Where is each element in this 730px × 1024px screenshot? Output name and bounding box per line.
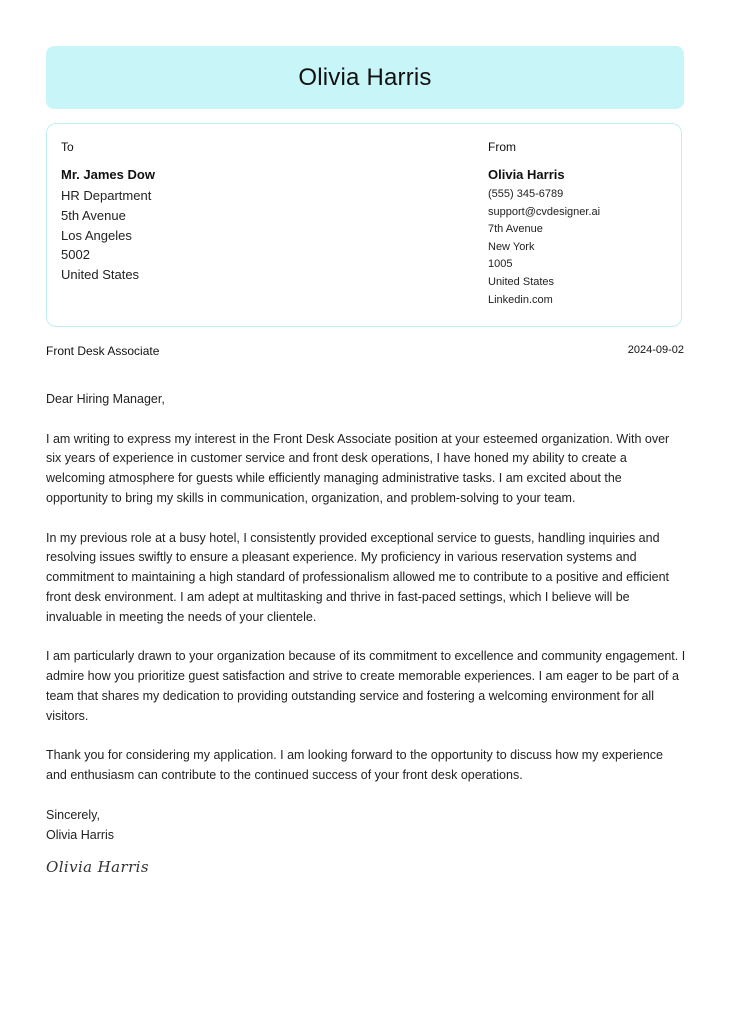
handwritten-signature: Olivia Harris (46, 858, 149, 876)
letter-paragraph: I am particularly drawn to your organization because of its commitment to excellence and community engagement. I admire how you prioritize guest satisfaction and strive to create memorable experiences. I am eager to be part of a team that shares my dedication to providing outstanding service and fostering a welcoming environment for all visitors. (46, 649, 686, 723)
sender-country: United States (488, 275, 555, 288)
recipient-address (61, 186, 151, 285)
letter-paragraph: I am writing to express my interest in the Front Desk Associate position at your esteemed organization. With over six years of experience in customer service and front desk operations, I have honed my ability to create a welcoming atmosphere for guests while efficiently managing administrative tasks. I am excited about the opportunity to bring my skills in communication, organization, and problem-solving to your team. (46, 431, 670, 505)
address-card (46, 123, 682, 327)
greeting: Dear Hiring Manager, (46, 392, 165, 406)
recipient-label: To (61, 140, 74, 154)
letter-meta (46, 344, 684, 360)
letter-paragraph: In my previous role at a busy hotel, I consistently provided exceptional service to guests, handling inquiries and resolving issues swiftly to ensure a pleasant experience. My proficiency in various reservation systems and commitment to maintaining a high standard of professionalism allowed me to contribute to a positive and efficient front desk environment. I am adept at multitasking and thrive in fast-paced settings, which I believe will be invaluable in meeting the needs of your clientele. (46, 530, 670, 624)
closing-name: Olivia Harris (46, 827, 115, 842)
recipient-city: Los Angeles (61, 227, 132, 243)
letter-header (46, 46, 684, 109)
sender-name: Olivia Harris (488, 167, 565, 182)
closing-block (46, 806, 686, 846)
sender-street: 7th Avenue (488, 223, 543, 236)
recipient-name: Mr. James Dow (61, 167, 155, 182)
letter-body (46, 390, 686, 845)
recipient-country: United States (61, 267, 140, 283)
sender-linkedin: Linkedin.com (488, 293, 553, 306)
applicant-name-title: Olivia Harris (298, 63, 432, 91)
closing-salutation: Sincerely, (46, 807, 100, 822)
letter-paragraph: Thank you for considering my application. I am looking forward to the opportunity to discuss how my experience and enthusiasm can contribute to the continued success of your front desk operations. (46, 748, 663, 783)
sender-email: support@cvdesigner.ai (488, 205, 601, 218)
sender-phone: (555) 345-6789 (488, 188, 564, 200)
sender-postal-code: 1005 (488, 258, 513, 271)
recipient-department: HR Department (61, 188, 152, 203)
recipient-street: 5th Avenue (61, 207, 126, 223)
sender-label: From (488, 140, 516, 154)
letter-date: 2024-09-02 (627, 344, 684, 356)
sender-city: New York (488, 240, 535, 253)
sender-contact (488, 186, 600, 309)
recipient-postal-code: 5002 (61, 247, 90, 263)
position-title: Front Desk Associate (46, 344, 160, 358)
